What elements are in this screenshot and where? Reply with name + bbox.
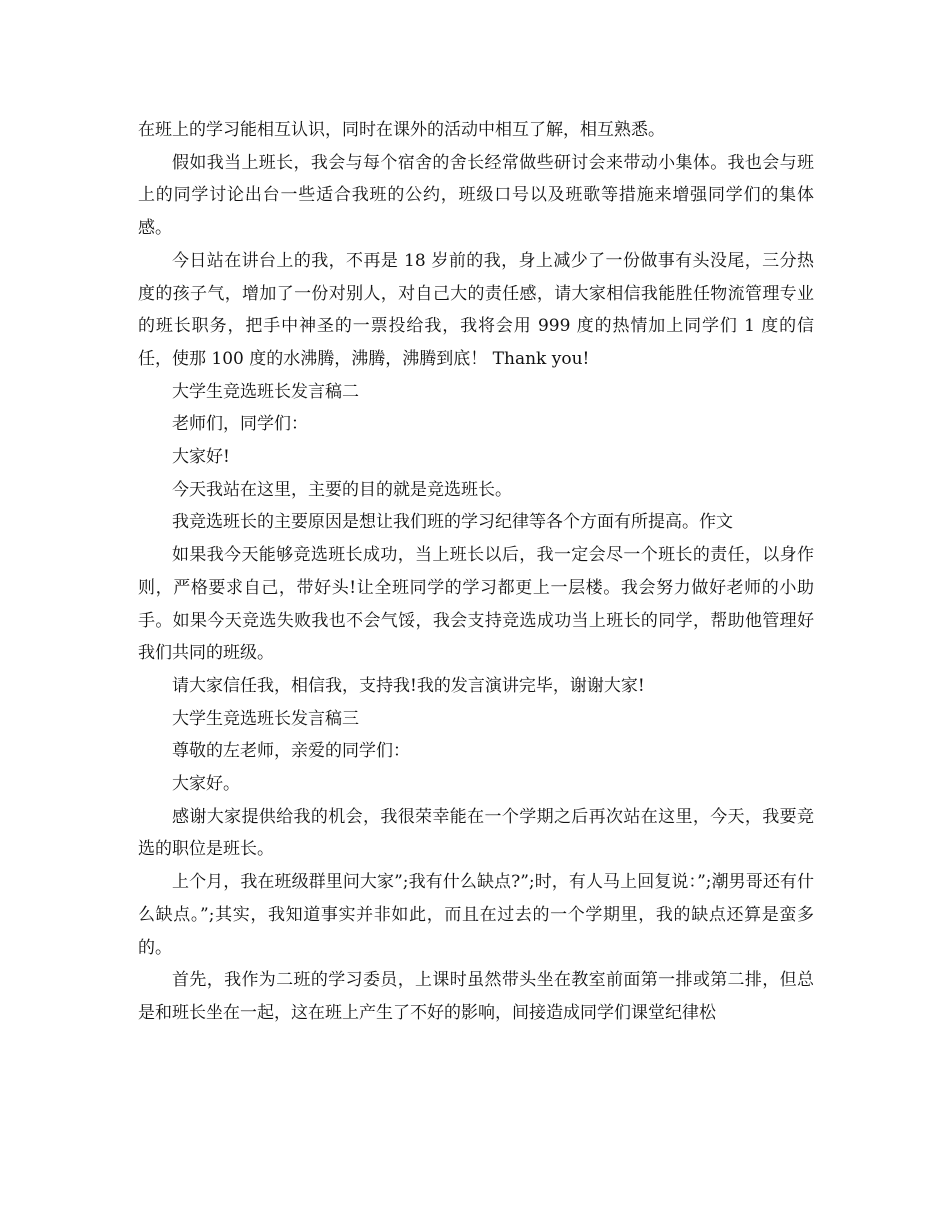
paragraph: 今天我站在这里，主要的目的就是竞选班长。 [172,479,512,500]
salutation: 老师们，同学们： [172,414,308,435]
paragraph: 在班上的学习能相互认识，同时在课外的活动中相互了解，相互熟悉。 [138,120,665,140]
greeting: 大家好! [172,447,230,468]
document-body [138,114,814,1030]
paragraph: 如果我今天能够竞选班长成功，当上班长以后，我一定会尽一个班长的责任，以身作则，严格要求自己，带好头!让全班同学的学习都更上一层楼。我会努力做好老师的小助手。如果今天竞选失败我也不会气馁，我会支持竞选成功当上班长的同学，帮助他管理好我们共同的班级。 [138,545,814,664]
paragraph: 首先，我作为二班的学习委员，上课时虽然带头坐在教室前面第一排或第二排，但总是和班长坐在一起，这在班上产生了不好的影响，间接造成同学们课堂纪律松 [138,970,814,1023]
paragraph: 今日站在讲台上的我，不再是 18 岁前的我，身上减少了一份做事有头没尾，三分热度的孩子气，增加了一份对别人，对自己大的责任感，请大家相信我能胜任物流管理专业的班长职务，把手中神圣的一票投给我，我将会用 999 度的热情加上同学们 1 度的信任，使那 100 度的水沸腾，沸腾，沸腾到底！ Thank you! [138,250,814,369]
salutation: 尊敬的左老师，亲爱的同学们： [172,741,410,762]
greeting: 大家好。 [172,774,240,795]
paragraph: 上个月，我在班级群里问大家”;我有什么缺点?”;时，有人马上回复说：”;潮男哥还有什么缺点。”;其实，我知道事实并非如此，而且在过去的一个学期里，我的缺点还算是蛮多的。 [138,872,814,958]
paragraph: 我竞选班长的主要原因是想让我们班的学习纪律等各个方面有所提高。作文 [172,512,733,533]
section-heading: 大学生竞选班长发言稿二 [172,381,359,402]
paragraph: 感谢大家提供给我的机会，我很荣幸能在一个学期之后再次站在这里，今天，我要竞选的职位是班长。 [138,806,814,860]
paragraph: 请大家信任我，相信我，支持我!我的发言演讲完毕，谢谢大家! [172,675,645,696]
section-heading: 大学生竞选班长发言稿三 [172,708,359,729]
paragraph: 假如我当上班长，我会与每个宿舍的舍长经常做些研讨会来带动小集体。我也会与班上的同学讨论出台一些适合我班的公约，班级口号以及班歌等措施来增强同学们的集体感。 [138,152,814,239]
